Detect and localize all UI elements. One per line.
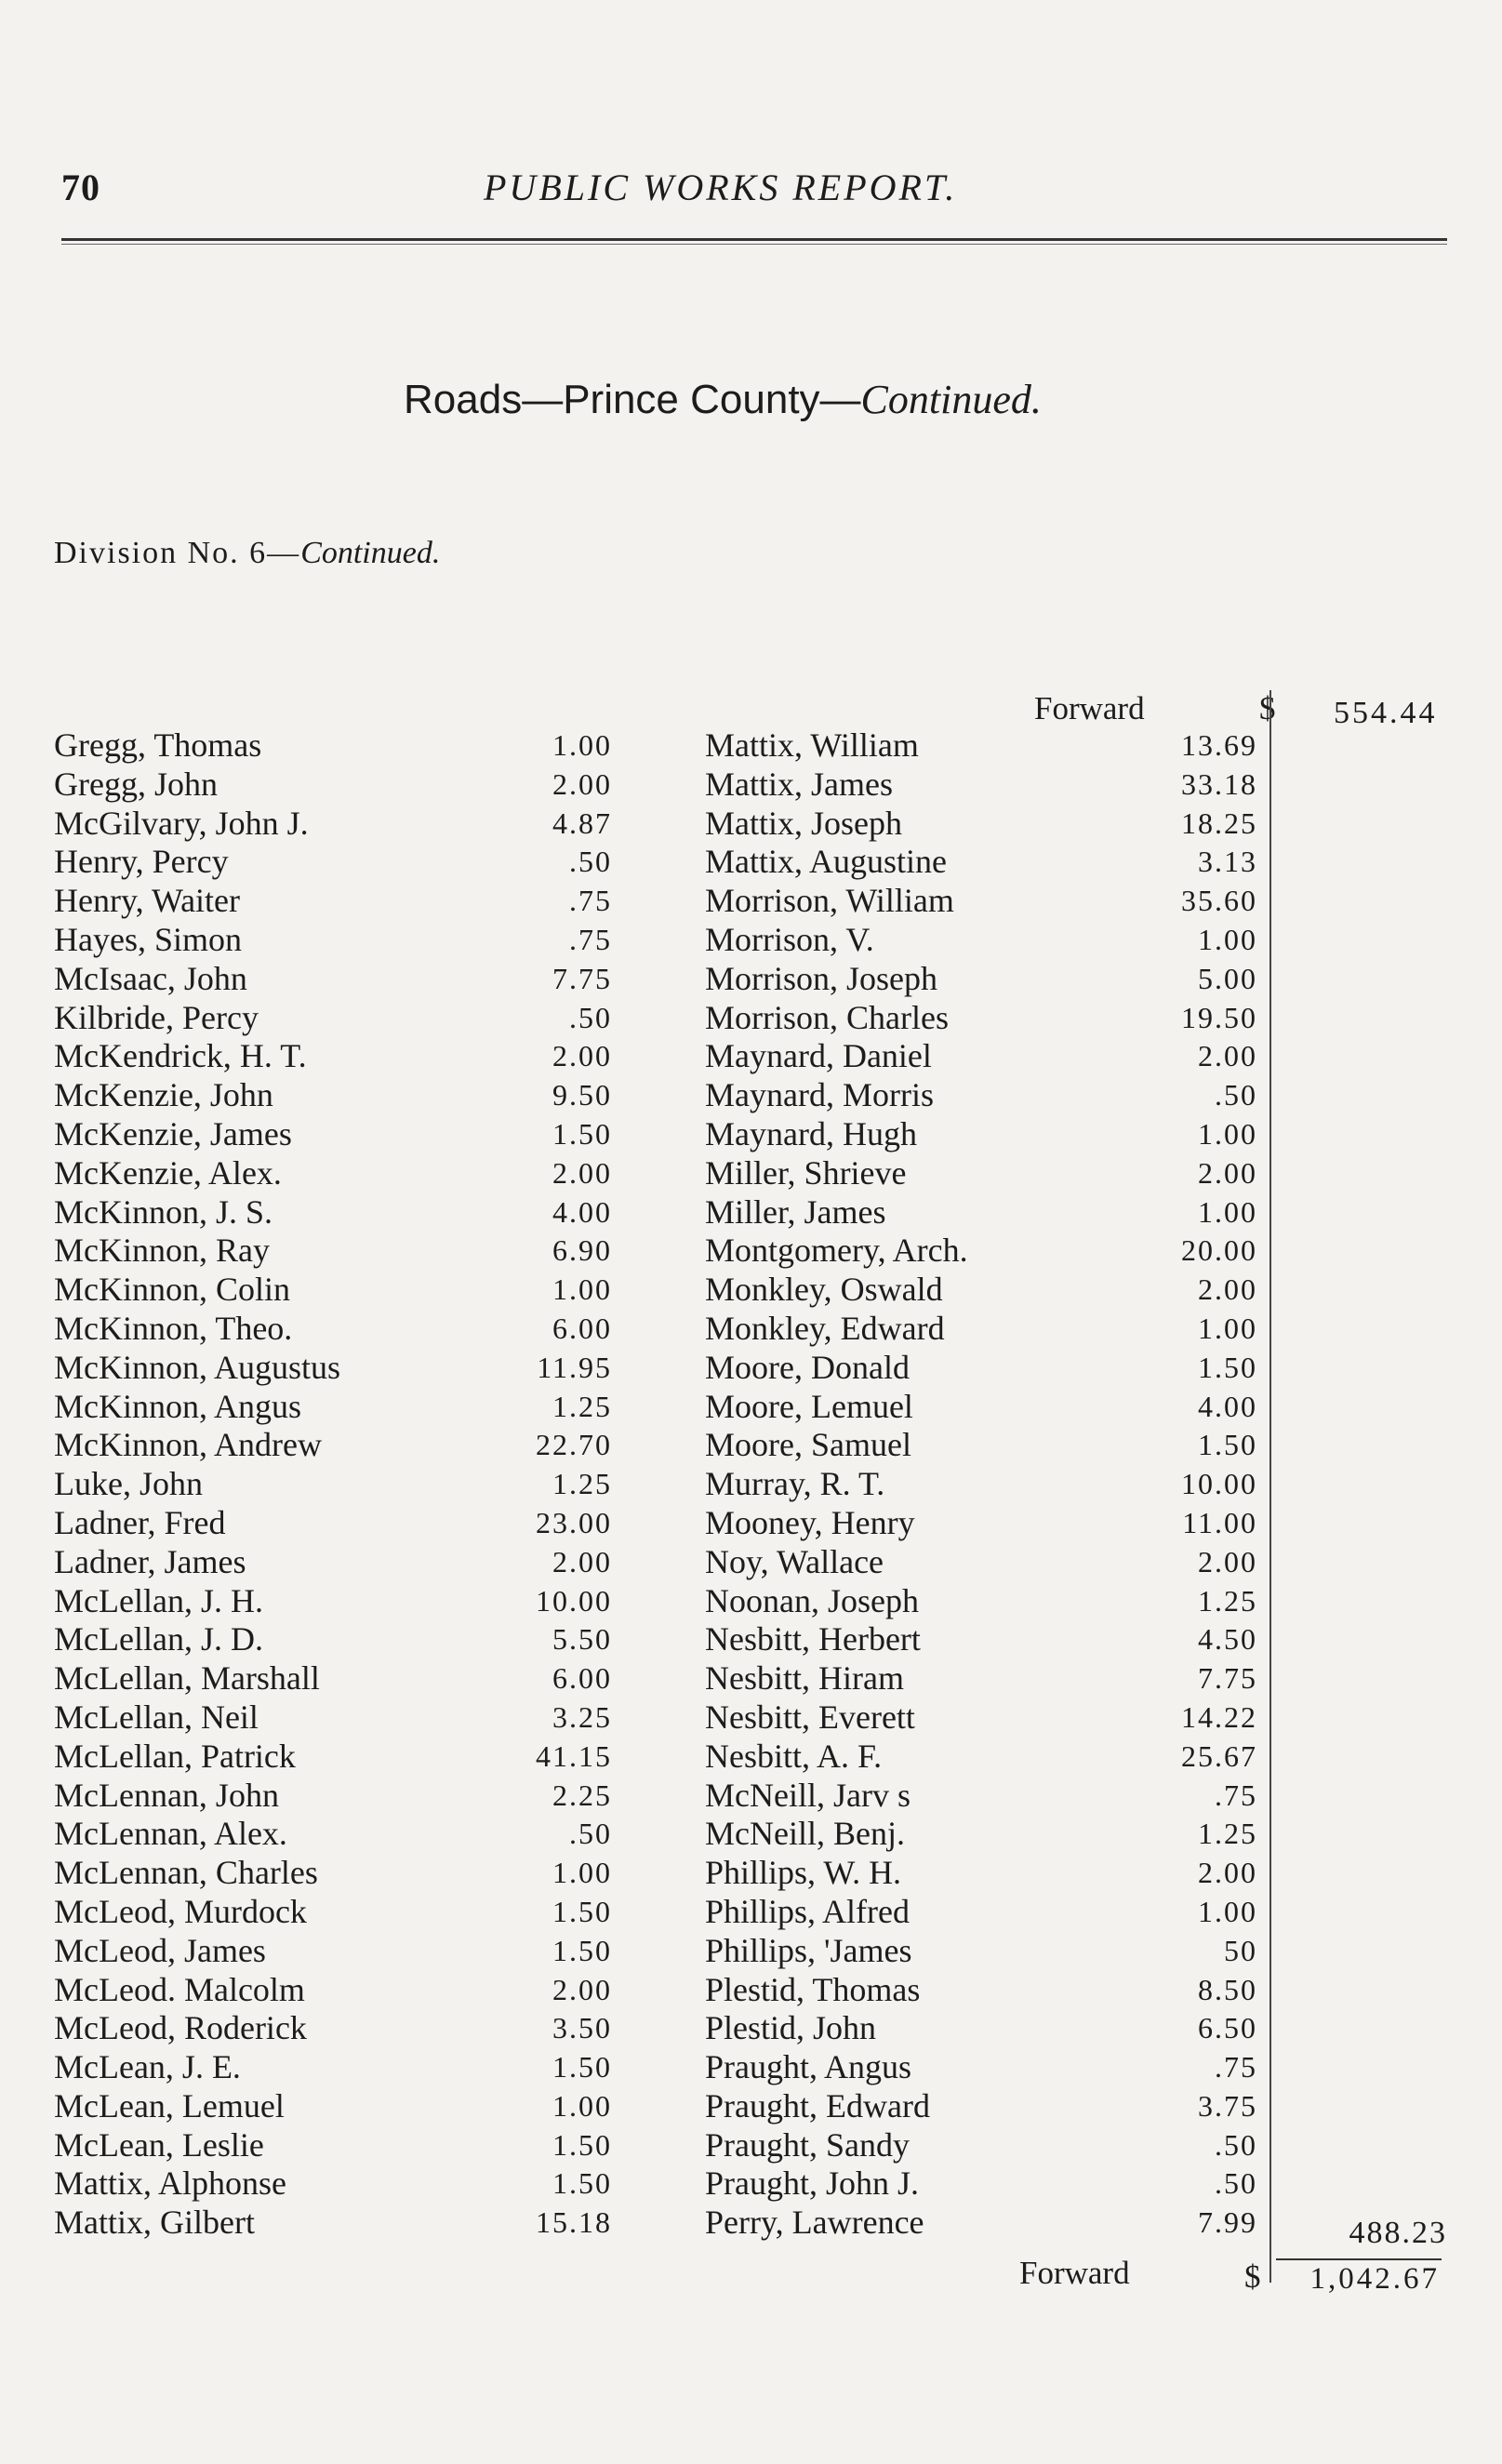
payee-name: Ladner, Fred (54, 1503, 226, 1541)
ledger-row (705, 1970, 1263, 2009)
payee-name: Praught, Sandy (705, 2125, 910, 2164)
payee-name: McLellan, Patrick (54, 1737, 296, 1775)
ledger-row (54, 1619, 612, 1658)
ledger-row (54, 1348, 612, 1387)
payee-name: McKinnon, Colin (54, 1271, 291, 1309)
payment-amount: 3.13 (1198, 845, 1257, 879)
payee-name: Nesbitt, A. F. (705, 1737, 883, 1775)
payment-amount: 7.99 (1198, 2205, 1257, 2240)
payee-name: Plestid, Thomas (705, 1970, 921, 2008)
ledger-row (54, 765, 612, 804)
ledger-row (705, 1737, 1263, 1776)
payment-amount: 3.25 (552, 1699, 612, 1734)
ledger-row (705, 1425, 1263, 1464)
payee-name: McNeill, Benj. (705, 1815, 905, 1853)
payment-amount: 1.25 (552, 1389, 612, 1423)
payment-amount: 1.50 (552, 2127, 612, 2162)
ledger-row (54, 1114, 612, 1153)
payee-name: Phillips, Alfred (705, 1892, 911, 1930)
ledger-row (54, 2086, 612, 2125)
ledger-row (705, 998, 1263, 1037)
payee-name: McKinnon, Andrew (54, 1426, 322, 1464)
payment-amount: 4.87 (552, 806, 612, 840)
payment-amount: .75 (1215, 2050, 1257, 2084)
payee-name: McLennan, Charles (54, 1854, 318, 1892)
payee-name: Mattix, James (705, 765, 893, 803)
payment-amount: 10.00 (536, 1583, 612, 1618)
payee-name: McKenzie, Alex. (54, 1153, 282, 1192)
ledger-row (54, 1814, 612, 1853)
payee-name: Gregg, John (54, 765, 218, 803)
division-continued: Continued. (300, 536, 441, 570)
payment-amount: 1.50 (552, 2050, 612, 2084)
payment-amount: 4.00 (552, 1194, 612, 1229)
ledger-row (54, 881, 612, 920)
payee-name: Gregg, Thomas (54, 726, 262, 764)
ledger-row (54, 1853, 612, 1892)
ledger-row (54, 1387, 612, 1426)
payment-amount: 35.60 (1181, 884, 1257, 918)
payment-amount: 9.50 (552, 1078, 612, 1112)
section-title-continued: Continued. (860, 377, 1042, 422)
ledger-row (705, 1075, 1263, 1114)
payment-amount: 2.00 (1198, 1155, 1257, 1190)
payment-amount: 1.50 (1198, 1350, 1257, 1384)
left-ledger-column (54, 726, 612, 2242)
payment-amount: 7.75 (552, 961, 612, 995)
payment-amount: 2.00 (1198, 1544, 1257, 1578)
division-title (54, 536, 440, 571)
division-label: Division No. 6— (54, 536, 301, 570)
ledger-row (705, 1931, 1263, 1970)
payee-name: Nesbitt, Herbert (705, 1620, 921, 1658)
payment-amount: 14.22 (1181, 1699, 1257, 1734)
ledger-row (705, 1192, 1263, 1232)
payment-amount: 2.00 (1198, 1272, 1257, 1307)
ledger-row (54, 1270, 612, 1309)
payee-name: McLeod, James (54, 1931, 266, 1969)
payee-name: McKenzie, John (54, 1076, 273, 1114)
total-rule (1276, 2258, 1442, 2260)
payee-name: Mattix, William (705, 726, 919, 764)
forward-top-label: Forward (1034, 690, 1145, 726)
ledger-row (54, 2008, 612, 2047)
ledger-row (705, 1776, 1263, 1815)
forward-bottom-dollar: $ (1244, 2258, 1261, 2295)
ledger-row (54, 920, 612, 959)
ledger-row (705, 881, 1263, 920)
ledger-row (705, 842, 1263, 881)
payee-name: McLellan, Marshall (54, 1659, 320, 1698)
payment-amount: 1.50 (552, 1894, 612, 1928)
payment-amount: .75 (569, 922, 612, 956)
ledger-row (705, 920, 1263, 959)
payee-name: McKenzie, James (54, 1114, 292, 1152)
ledger-row (705, 2125, 1263, 2164)
payee-name: Morrison, Charles (705, 998, 949, 1036)
payee-name: Henry, Waiter (54, 882, 241, 920)
payment-amount: 41.15 (536, 1738, 612, 1773)
payee-name: Praught, Edward (705, 2086, 930, 2124)
payee-name: McLennan, Alex. (54, 1815, 287, 1853)
ledger-row (705, 1309, 1263, 1348)
ledger-row (54, 1464, 612, 1503)
ledger-row (54, 726, 612, 765)
payee-name: Nesbitt, Hiram (705, 1659, 904, 1698)
payee-name: Murray, R. T. (705, 1465, 885, 1503)
ledger-row (54, 1036, 612, 1075)
payment-amount: 18.25 (1181, 806, 1257, 840)
payment-amount: 10.00 (1181, 1467, 1257, 1501)
payee-name: Monkley, Edward (705, 1309, 945, 1347)
payee-name: Moore, Samuel (705, 1426, 911, 1464)
payee-name: McLean, Leslie (54, 2125, 264, 2164)
payment-amount: 1.00 (1198, 1894, 1257, 1928)
payment-amount: 8.50 (1198, 1972, 1257, 2006)
payee-name: Phillips, 'James (705, 1931, 912, 1969)
payee-name: McKinnon, Ray (54, 1232, 270, 1270)
ledger-row (54, 1698, 612, 1737)
payee-name: McNeill, Jarv s (705, 1776, 911, 1814)
payee-name: Morrison, V. (705, 920, 874, 958)
payment-amount: 2.00 (1198, 1856, 1257, 1890)
payee-name: McIsaac, John (54, 959, 247, 997)
forward-top-dollar: $ (1259, 690, 1276, 726)
ledger-row (705, 2008, 1263, 2047)
payee-name: McLellan, J. H. (54, 1581, 263, 1619)
ledger-row (54, 1737, 612, 1776)
payee-name: Moore, Donald (705, 1348, 910, 1386)
payment-amount: 25.67 (1181, 1738, 1257, 1773)
payment-amount: 20.00 (1181, 1233, 1257, 1268)
payment-amount: 1.25 (1198, 1817, 1257, 1851)
payee-name: McLellan, Neil (54, 1698, 259, 1736)
payee-name: Perry, Lawrence (705, 2204, 924, 2242)
payment-amount: 15.18 (536, 2205, 612, 2240)
ledger-row (54, 1075, 612, 1114)
ledger-row (705, 1503, 1263, 1542)
page-number: 70 (61, 166, 100, 208)
payee-name: Miller, Shrieve (705, 1153, 907, 1192)
payee-name: McLean, Lemuel (54, 2086, 285, 2124)
payment-amount: 1.50 (552, 1116, 612, 1151)
ledger-row (705, 2203, 1263, 2242)
payee-name: Noonan, Joseph (705, 1581, 919, 1619)
payment-amount: 4.00 (1198, 1389, 1257, 1423)
payment-amount: 1.50 (1198, 1428, 1257, 1462)
payment-amount: 13.69 (1181, 728, 1257, 762)
ledger-row (705, 2047, 1263, 2086)
ledger-row (54, 1658, 612, 1698)
payment-amount: .50 (1215, 2127, 1257, 2162)
payee-name: McKendrick, H. T. (54, 1037, 307, 1075)
ledger-row (705, 1231, 1263, 1270)
column-divider-line (1269, 690, 1271, 2283)
ledger-row (54, 1153, 612, 1192)
ledger-row (705, 2164, 1263, 2203)
payment-amount: 22.70 (536, 1428, 612, 1462)
payee-name: Maynard, Morris (705, 1076, 934, 1114)
ledger-row (705, 1619, 1263, 1658)
payee-name: Praught, John J. (705, 2164, 920, 2203)
payee-name: Montgomery, Arch. (705, 1232, 968, 1270)
payee-name: McLeod, Roderick (54, 2009, 307, 2047)
payee-name: McKinnon, Augustus (54, 1348, 341, 1386)
payment-amount: 1.50 (552, 1933, 612, 1967)
ledger-row (54, 2203, 612, 2242)
payee-name: Praught, Angus (705, 2048, 912, 2086)
payment-amount: 1.00 (552, 2088, 612, 2123)
payee-name: Noy, Wallace (705, 1542, 884, 1580)
payee-name: Mooney, Henry (705, 1503, 915, 1541)
payee-name: Henry, Percy (54, 843, 229, 881)
payee-name: Phillips, W. H. (705, 1854, 902, 1892)
ledger-row (54, 1581, 612, 1620)
payment-amount: 2.00 (552, 1155, 612, 1190)
payee-name: McKinnon, Angus (54, 1387, 302, 1425)
payment-amount: 1.00 (1198, 1311, 1257, 1345)
ledger-row (705, 1348, 1263, 1387)
section-title-main: Roads—Prince County— (404, 377, 861, 422)
payment-amount: .50 (569, 845, 612, 879)
ledger-row (54, 1776, 612, 1815)
payment-amount: 50 (1224, 1933, 1257, 1967)
payment-amount: 11.00 (1182, 1505, 1257, 1539)
payment-amount: 1.00 (552, 1856, 612, 1890)
payee-name: McKinnon, J. S. (54, 1192, 273, 1231)
ledger-row (54, 998, 612, 1037)
payment-amount: 1.00 (552, 1272, 612, 1307)
payee-name: Ladner, James (54, 1542, 246, 1580)
header-rule (61, 238, 1447, 245)
payment-amount: 1.00 (1198, 1116, 1257, 1151)
ledger-row (705, 765, 1263, 804)
payee-name: Maynard, Hugh (705, 1114, 917, 1152)
ledger-row (54, 804, 612, 843)
section-title (404, 376, 1042, 423)
ledger-row (54, 1931, 612, 1970)
payment-amount: 19.50 (1181, 1000, 1257, 1034)
payment-amount: 11.95 (537, 1350, 612, 1384)
ledger-row (54, 1425, 612, 1464)
payment-amount: 2.25 (552, 1778, 612, 1812)
payee-name: Mattix, Augustine (705, 843, 947, 881)
ledger-row (54, 1309, 612, 1348)
payee-name: Kilbride, Percy (54, 998, 259, 1036)
payment-amount: 6.50 (1198, 2011, 1257, 2045)
ledger-row (54, 1892, 612, 1931)
payee-name: McLennan, John (54, 1776, 279, 1814)
payment-amount: .50 (1215, 2166, 1257, 2201)
ledger-row (705, 1814, 1263, 1853)
payee-name: Hayes, Simon (54, 920, 242, 958)
ledger-row (54, 2164, 612, 2203)
payment-amount: .50 (569, 1817, 612, 1851)
ledger-row (705, 1114, 1263, 1153)
payment-amount: 6.90 (552, 1233, 612, 1268)
payee-name: Morrison, Joseph (705, 959, 937, 997)
right-ledger-column (705, 726, 1263, 2242)
payment-amount: 4.50 (1198, 1622, 1257, 1657)
payment-amount: 2.00 (552, 1972, 612, 2006)
payee-name: Luke, John (54, 1465, 203, 1503)
ledger-row (54, 842, 612, 881)
ledger-row (705, 1581, 1263, 1620)
ledger-row (705, 1270, 1263, 1309)
ledger-row (54, 1231, 612, 1270)
ledger-row (54, 1192, 612, 1232)
payee-name: Mattix, Gilbert (54, 2204, 255, 2242)
payee-name: Maynard, Daniel (705, 1037, 932, 1075)
payee-name: Morrison, William (705, 882, 954, 920)
payee-name: McLean, J. E. (54, 2048, 241, 2086)
payment-amount: .50 (569, 1000, 612, 1034)
ledger-row (705, 1853, 1263, 1892)
payee-name: McLellan, J. D. (54, 1620, 263, 1658)
payment-amount: 6.00 (552, 1661, 612, 1696)
ledger-row (54, 2125, 612, 2164)
payment-amount: 1.00 (1198, 922, 1257, 956)
payee-name: McGilvary, John J. (54, 804, 309, 842)
ledger-row (705, 804, 1263, 843)
payment-amount: 2.00 (552, 1544, 612, 1578)
payee-name: Mattix, Alphonse (54, 2164, 286, 2203)
payee-name: Moore, Lemuel (705, 1387, 913, 1425)
payment-amount: .50 (1215, 1078, 1257, 1112)
payee-name: Mattix, Joseph (705, 804, 902, 842)
running-head: PUBLIC WORKS REPORT. (484, 166, 958, 208)
ledger-row (705, 726, 1263, 765)
payment-amount: 1.25 (552, 1467, 612, 1501)
ledger-row (705, 1658, 1263, 1698)
ledger-row (54, 1542, 612, 1581)
ledger-row (705, 2086, 1263, 2125)
payee-name: Plestid, John (705, 2009, 877, 2047)
ledger-row (705, 1153, 1263, 1192)
payment-amount: 1.50 (552, 2166, 612, 2201)
payment-amount: 2.00 (1198, 1039, 1257, 1073)
payee-name: Monkley, Oswald (705, 1271, 943, 1309)
forward-bottom-label: Forward (1019, 2255, 1130, 2291)
payment-amount: 1.25 (1198, 1583, 1257, 1618)
payee-name: McLeod. Malcolm (54, 1970, 305, 2008)
payment-amount: 3.75 (1198, 2088, 1257, 2123)
payee-name: Miller, James (705, 1192, 886, 1231)
ledger-row (54, 1970, 612, 2009)
payment-amount: 6.00 (552, 1311, 612, 1345)
payee-name: Nesbitt, Everett (705, 1698, 915, 1736)
payment-amount: 5.50 (552, 1622, 612, 1657)
forward-top-amount: 554.44 (1334, 696, 1438, 730)
ledger-row (705, 1464, 1263, 1503)
payment-amount: 2.00 (552, 1039, 612, 1073)
payment-amount: .75 (569, 884, 612, 918)
division-total: 488.23 (1349, 2216, 1447, 2250)
ledger-row (705, 1387, 1263, 1426)
payment-amount: 5.00 (1198, 961, 1257, 995)
ledger-row (54, 2047, 612, 2086)
ledger-row (54, 1503, 612, 1542)
payment-amount: 7.75 (1198, 1661, 1257, 1696)
payment-amount: 33.18 (1181, 766, 1257, 801)
payment-amount: .75 (1215, 1778, 1257, 1812)
ledger-row (705, 1698, 1263, 1737)
ledger-row (54, 959, 612, 998)
ledger-row (705, 959, 1263, 998)
payment-amount: 23.00 (536, 1505, 612, 1539)
payee-name: McLeod, Murdock (54, 1892, 307, 1930)
payee-name: McKinnon, Theo. (54, 1309, 293, 1347)
payment-amount: 1.00 (552, 728, 612, 762)
ledger-row (705, 1036, 1263, 1075)
payment-amount: 1.00 (1198, 1194, 1257, 1229)
forward-bottom-amount: 1,042.67 (1309, 2262, 1440, 2296)
payment-amount: 3.50 (552, 2011, 612, 2045)
ledger-row (705, 1542, 1263, 1581)
ledger-row (705, 1892, 1263, 1931)
payment-amount: 2.00 (552, 766, 612, 801)
